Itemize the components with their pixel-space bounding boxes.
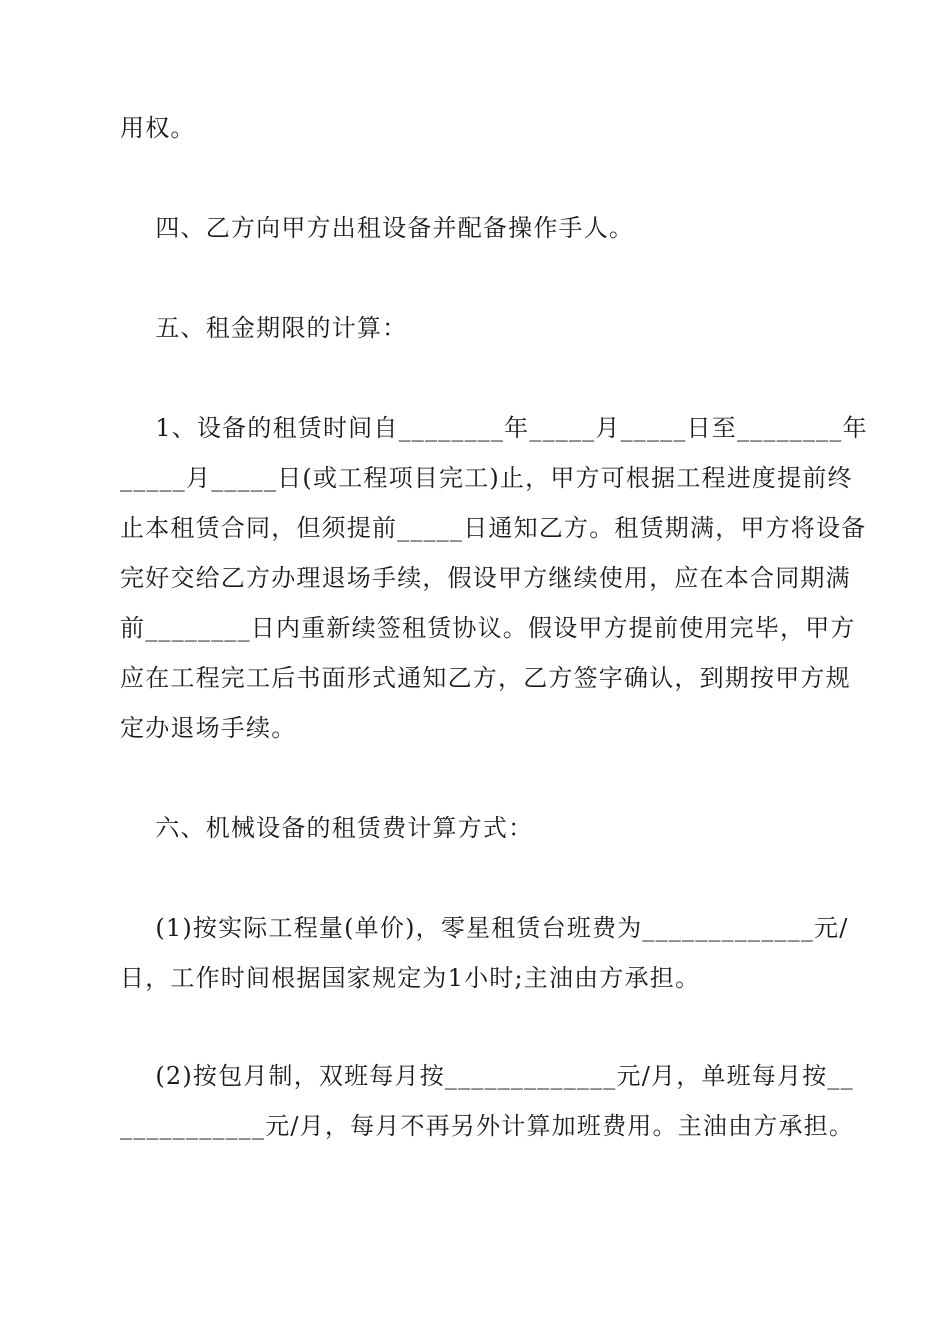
text-line: 1、设备的租赁时间自________年_____月_____日至________年 — [120, 414, 868, 442]
text-line: _____月_____日(或工程项目完工)止，甲方可根据工程进度提前终 — [120, 464, 853, 492]
text-line: (1)按实际工程量(单价)，零星租赁台班费为_____________元/ — [120, 914, 849, 942]
text-line: 止本租赁合同，但须提前_____日通知乙方。租赁期满，甲方将设备 — [120, 514, 867, 542]
text-line: 用权。 — [120, 114, 196, 142]
text-line: 完好交给乙方办理退场手续，假设甲方继续使用，应在本合同期满 — [120, 564, 851, 592]
section-heading: 五、租金期限的计算： — [120, 314, 408, 342]
text-line: 日，工作时间根据国家规定为1小时;主油由方承担。 — [120, 964, 701, 992]
text-line: 应在工程完工后书面形式通知乙方，乙方签字确认，到期按甲方规 — [120, 664, 851, 692]
text-line: 定办退场手续。 — [120, 714, 297, 742]
text-line: (2)按包月制，双班每月按_____________元/月，单班每月按__ — [120, 1062, 854, 1090]
section-heading: 四、乙方向甲方出租设备并配备操作手人。 — [120, 214, 635, 242]
text-line: 前________日内重新续签租赁协议。假设甲方提前使用完毕，甲方 — [120, 614, 856, 642]
text-line: ___________元/月，每月不再另外计算加班费用。主油由方承担。 — [120, 1112, 855, 1140]
section-heading: 六、机械设备的租赁费计算方式： — [120, 814, 534, 842]
